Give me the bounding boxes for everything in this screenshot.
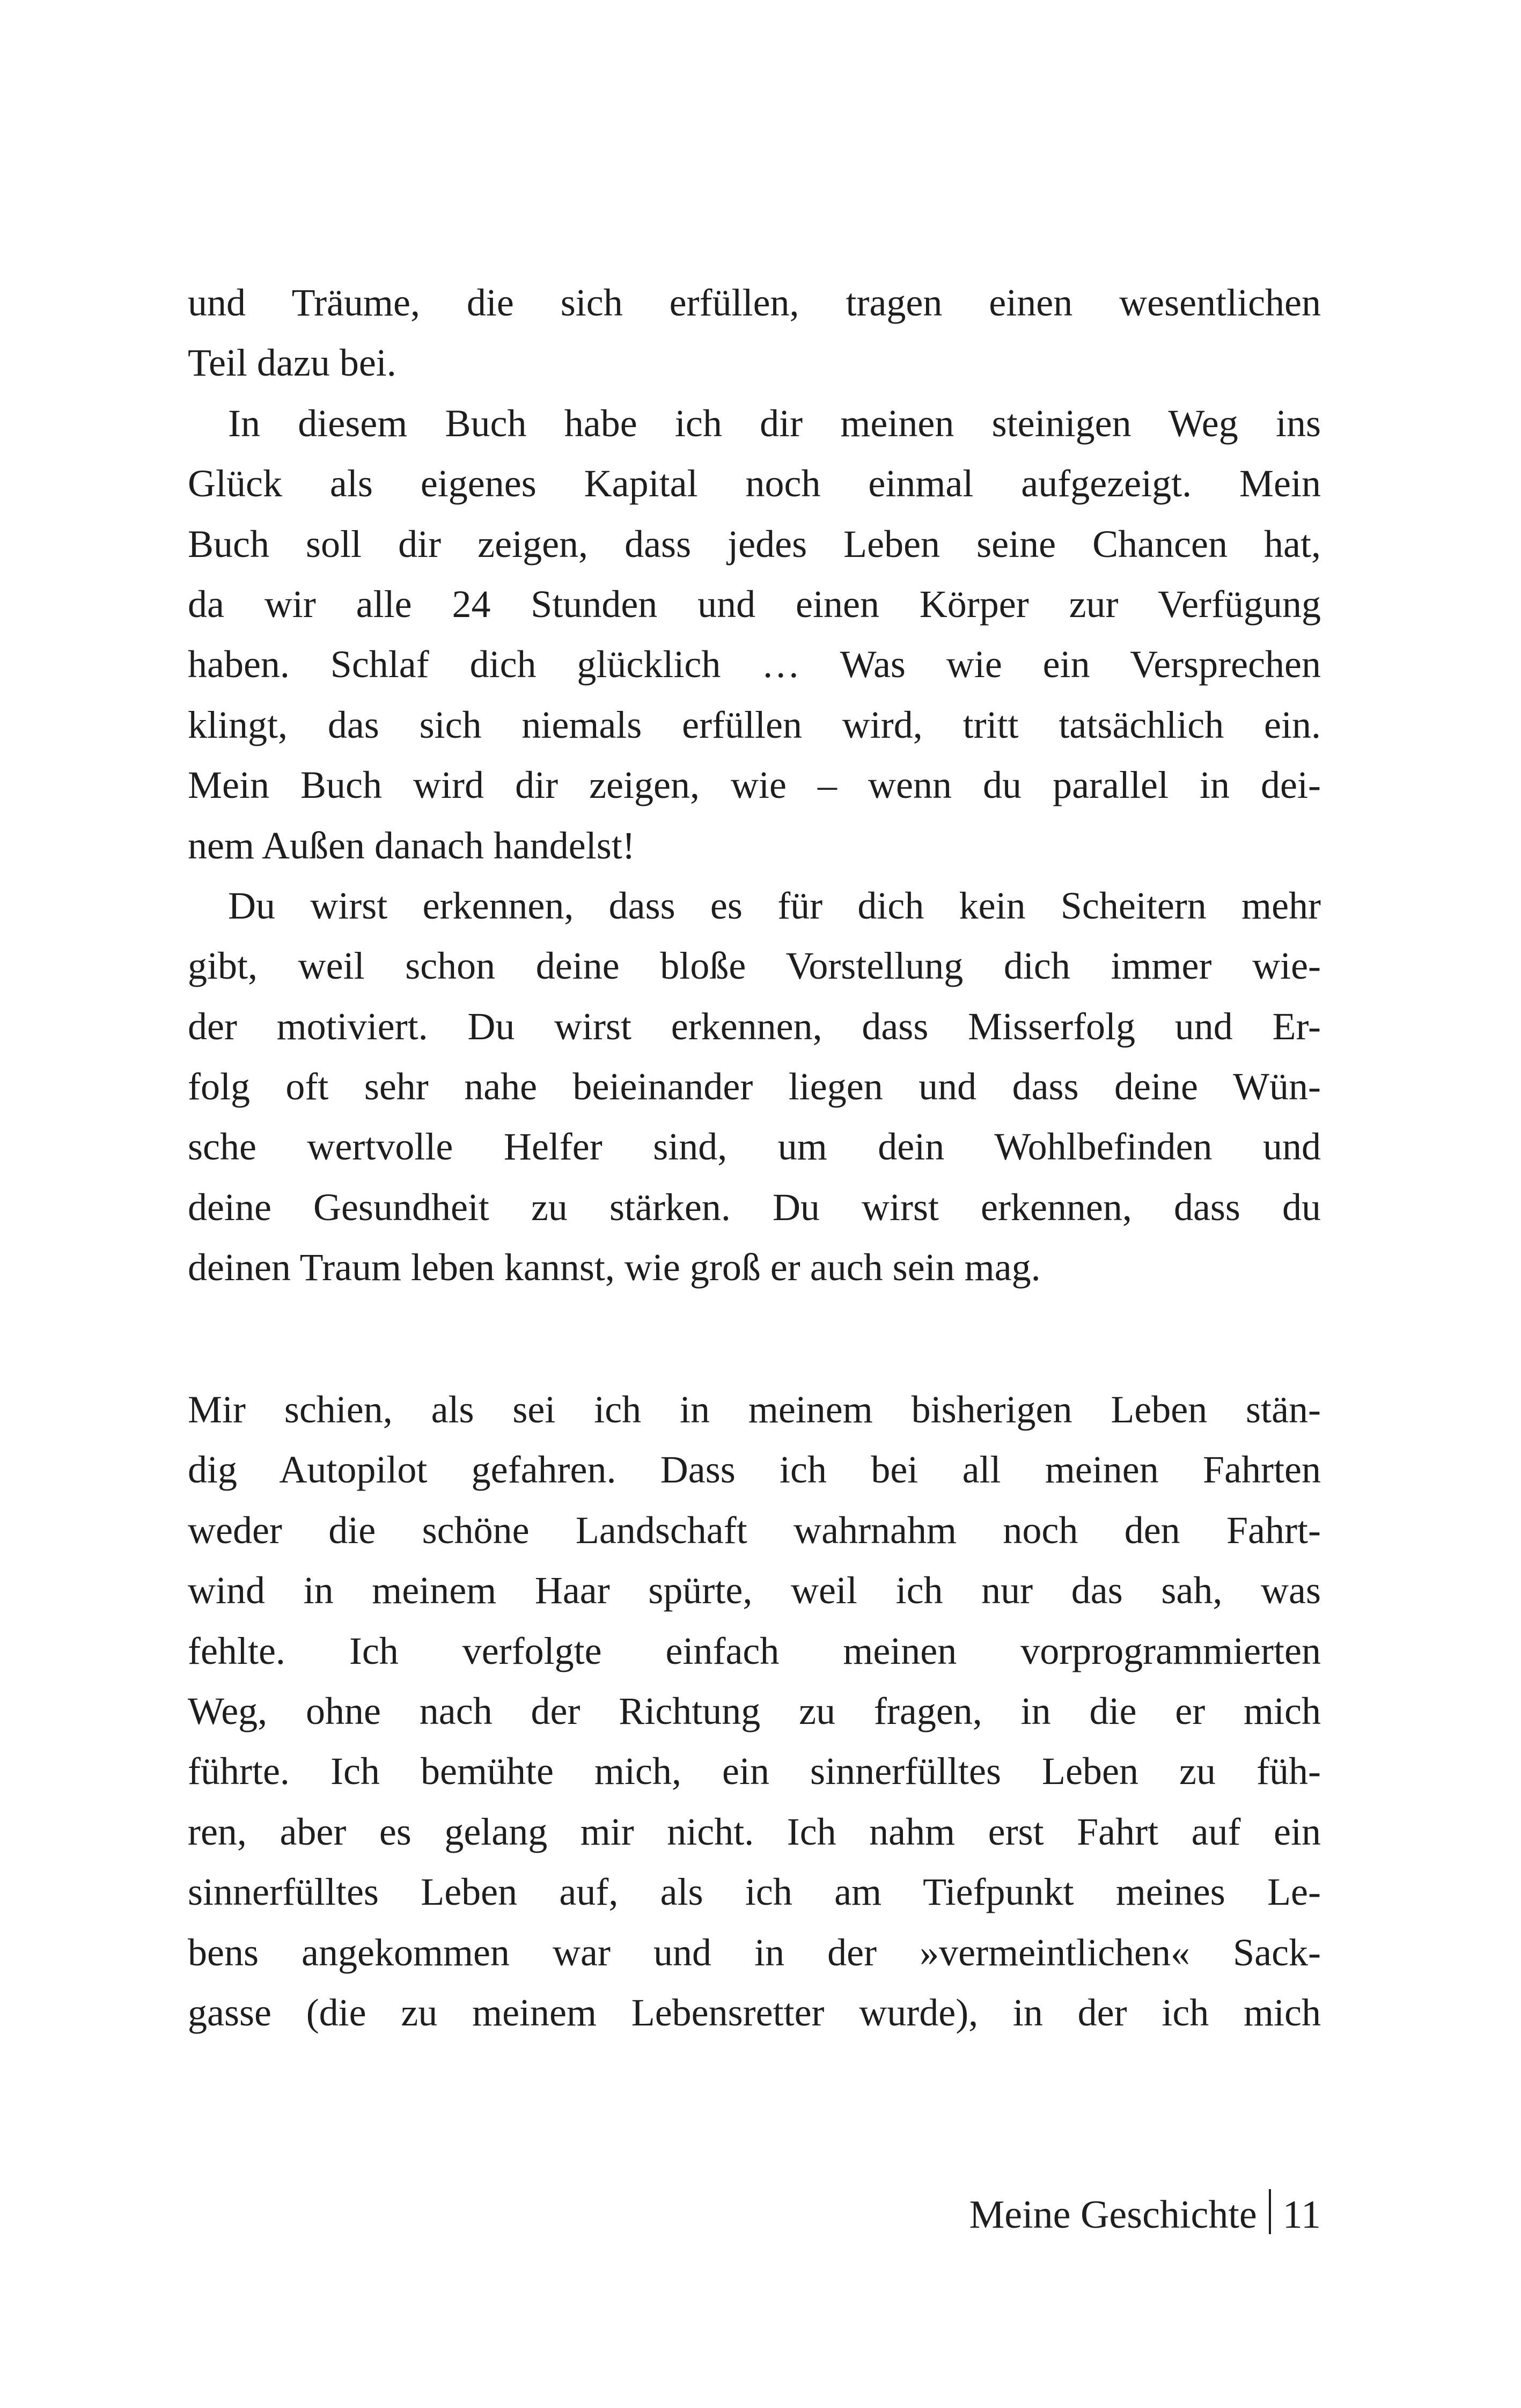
text-line: da wir alle 24 Stunden und einen Körper zur Verfügung (188, 582, 1321, 626)
running-footer (969, 2188, 1321, 2242)
text-line: wind in meinem Haar spürte, weil ich nur das sah, was (188, 1569, 1321, 1612)
text-line: der motiviert. Du wirst erkennen, dass Misserfolg und Er- (188, 1004, 1321, 1048)
footer-separator (1269, 2189, 1271, 2234)
text-line: Mir schien, als sei ich in meinem bisherigen Leben stän- (188, 1388, 1321, 1431)
text-line: haben. Schlaf dich glücklich … Was wie ein Versprechen (188, 643, 1321, 686)
text-line: deine Gesundheit zu stärken. Du wirst erkennen, dass du (188, 1185, 1321, 1229)
text-line: sinnerfülltes Leben auf, als ich am Tiefpunkt meines Le- (188, 1870, 1321, 1914)
text-line: weder die schöne Landschaft wahrnahm noch den Fahrt- (188, 1508, 1321, 1552)
text-line: deinen Traum leben kannst, wie groß er auch sein mag. (188, 1246, 1041, 1289)
text-line: Weg, ohne nach der Richtung zu fragen, in die er mich (188, 1689, 1321, 1732)
text-line: und Träume, die sich erfüllen, tragen einen wesentlichen (188, 281, 1321, 324)
text-line: dig Autopilot gefahren. Dass ich bei all meinen Fahrten (188, 1448, 1321, 1492)
text-line: Du wirst erkennen, dass es für dich kein Scheitern mehr (228, 884, 1321, 927)
text-line: nem Außen danach handelst! (188, 824, 635, 867)
text-line: Teil dazu bei. (188, 341, 396, 385)
text-line: ren, aber es gelang mir nicht. Ich nahm erst Fahrt auf ein (188, 1810, 1321, 1853)
text-line: gasse (die zu meinem Lebensretter wurde), in der ich mich (188, 1991, 1321, 2034)
text-line: In diesem Buch habe ich dir meinen steinigen Weg ins (228, 401, 1321, 445)
text-line: fehlte. Ich verfolgte einfach meinen vorprogrammierten (188, 1629, 1321, 1672)
text-line: gibt, weil schon deine bloße Vorstellung dich immer wie- (188, 944, 1321, 988)
text-line: klingt, das sich niemals erfüllen wird, tritt tatsächlich ein. (188, 703, 1321, 746)
text-line: folg oft sehr nahe beieinander liegen und dass deine Wün- (188, 1065, 1321, 1108)
text-line: Mein Buch wird dir zeigen, wie – wenn du parallel in dei- (188, 763, 1321, 807)
text-line: sche wertvolle Helfer sind, um dein Wohlbefinden und (188, 1125, 1321, 1169)
text-line: Buch soll dir zeigen, dass jedes Leben seine Chancen hat, (188, 522, 1321, 566)
running-head-title: Meine Geschichte (969, 2193, 1257, 2237)
page-number: 11 (1282, 2193, 1321, 2237)
text-line: führte. Ich bemühte mich, ein sinnerfülltes Leben zu füh- (188, 1750, 1321, 1793)
text-block-section (188, 1379, 1321, 2043)
text-line: Glück als eigenes Kapital noch einmal aufgezeigt. Mein (188, 462, 1321, 505)
text-block-continuation (188, 273, 1321, 1298)
text-line: bens angekommen war und in der »vermeintlichen« Sack- (188, 1930, 1321, 1974)
